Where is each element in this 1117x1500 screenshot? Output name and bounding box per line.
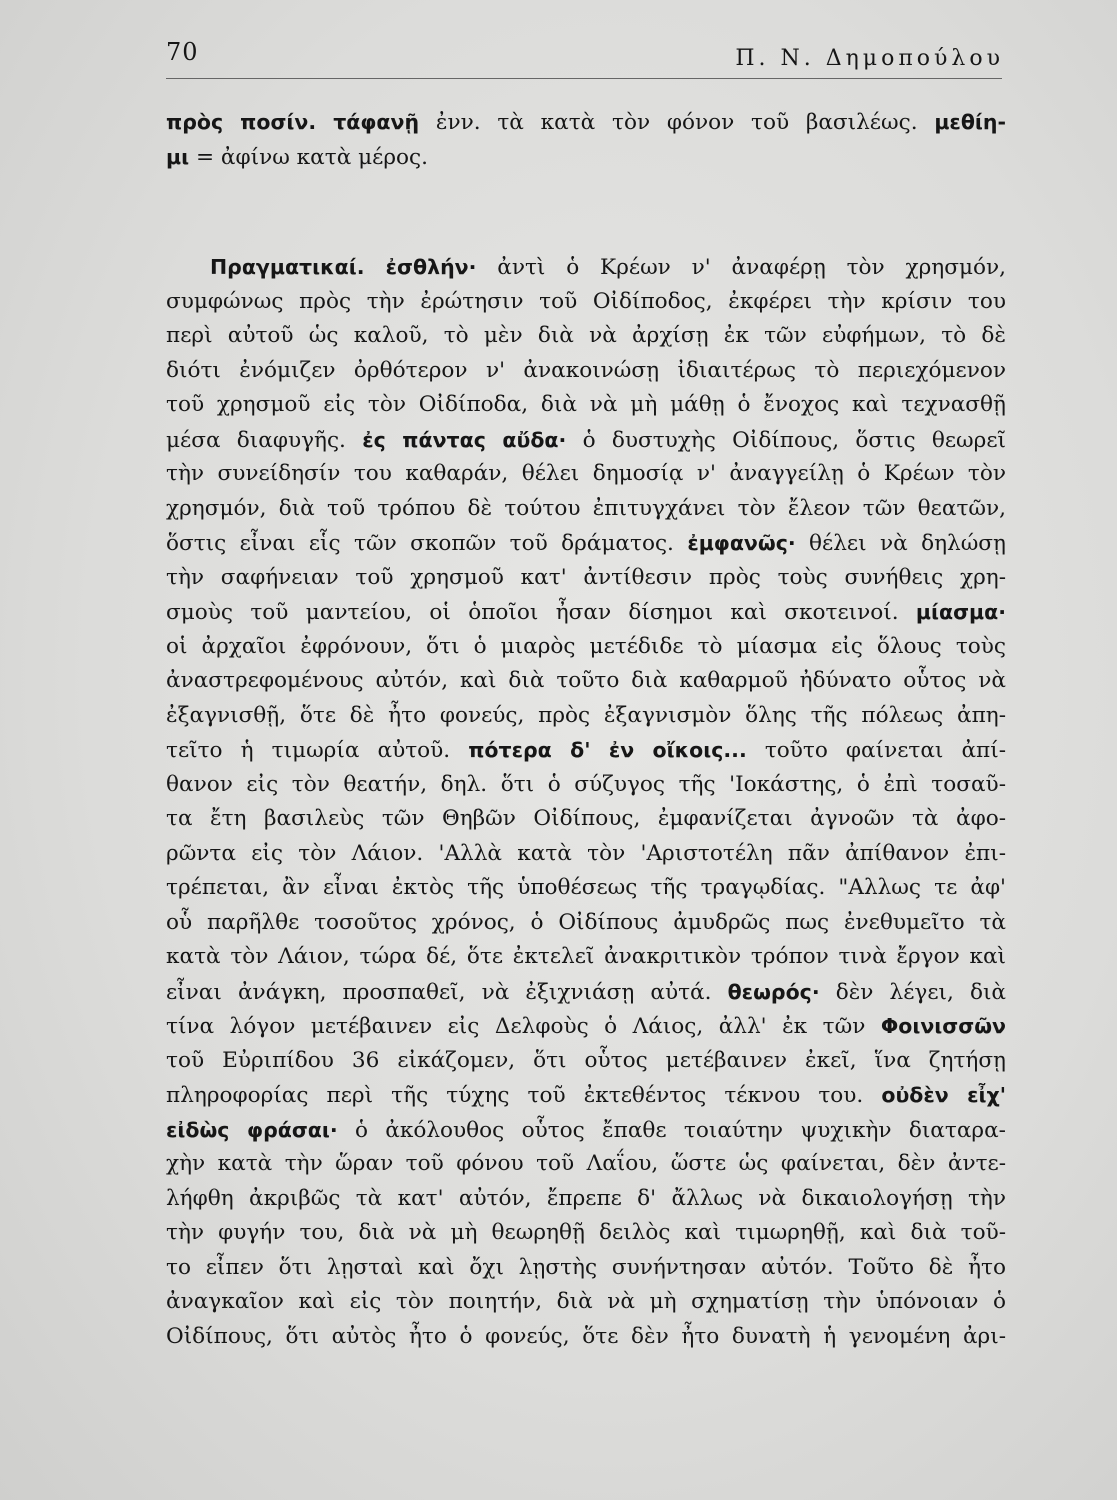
- text-line: χὴν κατὰ τὴν ὥραν τοῦ φόνου τοῦ Λαΐου, ὥστε ὡς φαίνεται, δὲν ἀντε-: [166, 1151, 1006, 1176]
- text-line: ἐξαγνισθῇ, ὅτε δὲ ἦτο φονεύς, πρὸς ἐξαγνισμὸν ὅλης τῆς πόλεως ἀπη-: [166, 702, 1006, 728]
- text-line: ὅστις εἶναι εἷς τῶν σκοπῶν τοῦ δράματος. ἐμφανῶς· θέλει νὰ δηλώσῃ: [166, 531, 1006, 556]
- text-line: συμφώνως πρὸς τὴν ἐρώτησιν τοῦ Οἰδίποδος, ἐκφέρει τὴν κρίσιν του: [166, 288, 1006, 314]
- text-line: μέσα διαφυγῆς. ἐς πάντας αὔδα· ὁ δυστυχὴς Οἰδίπους, ὅστις θεωρεῖ: [166, 427, 1006, 453]
- text-line: ρῶντα εἰς τὸν Λάιον. 'Αλλὰ κατὰ τὸν 'Αριστοτέλη πᾶν ἀπίθανον ἐπι-: [166, 840, 1006, 866]
- text-line: τοῦ χρησμοῦ εἰς τὸν Οἰδίποδα, διὰ νὰ μὴ μάθῃ ὁ ἔνοχος καὶ τεχνασθῇ: [166, 392, 1006, 417]
- page-header: [166, 38, 1004, 78]
- text-line: τὴν συνείδησίν του καθαράν, θέλει δημοσίᾳ ν' ἀναγγείλῃ ὁ Κρέων τὸν: [166, 461, 1006, 486]
- text-line: λήφθη ἀκριβῶς τὰ κατ' αὐτόν, ἔπρεπε δ' ἄλλως νὰ δικαιολογήσῃ τὴν: [166, 1185, 1006, 1211]
- text-line: εἰδὼς φράσαι· ὁ ἀκόλουθος οὗτος ἔπαθε τοιαύτην ψυχικὴν διαταρα-: [166, 1117, 1006, 1143]
- text-line: ἀναστρεφομένους αὐτόν, καὶ διὰ τοῦτο διὰ καθαρμοῦ ἠδύνατο οὗτος νὰ: [166, 668, 1006, 693]
- header-rule: [166, 78, 1002, 79]
- text-line: μι = ἀφίνω κατὰ μέρος.: [166, 144, 429, 170]
- text-line: πληροφορίας περὶ τῆς τύχης τοῦ ἐκτεθέντος τέκνου του. οὐδὲν εἶχ': [166, 1083, 1007, 1108]
- text-line: πρὸς ποσίν. τάφανῇ ἐνν. τὰ κατὰ τὸν φόνον τοῦ βασιλέως. μεθίη-: [166, 110, 1006, 135]
- running-title: Π. Ν. Δημοπούλου: [735, 46, 1004, 71]
- text-line: οὗ παρῆλθε τοσοῦτος χρόνος, ὁ Οἰδίπους ἀμυδρῶς πως ἐνεθυμεῖτο τὰ: [166, 909, 1006, 935]
- text-line: τα ἔτη βασιλεὺς τῶν Θηβῶν Οἰδίπους, ἐμφανίζεται ἀγνοῶν τὰ ἀφο-: [166, 806, 1006, 831]
- text-line: τίνα λόγον μετέβαινεν εἰς Δελφοὺς ὁ Λάιος, ἀλλ' ἐκ τῶν Φοινισσῶν: [166, 1014, 1006, 1039]
- text-line: θανον εἰς τὸν θεατήν, δηλ. ὅτι ὁ σύζυγος τῆς 'Ιοκάστης, ὁ ἐπὶ τοσαῦ-: [166, 771, 1006, 797]
- text-line: εἶναι ἀνάγκη, προσπαθεῖ, νὰ ἐξιχνιάσῃ αὐτά. θεωρός· δὲν λέγει, διὰ: [166, 979, 1006, 1005]
- text-line: ἀναγκαῖον καὶ εἰς τὸν ποιητήν, διὰ νὰ μὴ σχηματίσῃ τὴν ὑπόνοιαν ὁ: [166, 1289, 1006, 1314]
- body-text: [166, 105, 1006, 1354]
- text-line: περὶ αὐτοῦ ὡς καλοῦ, τὸ μὲν διὰ νὰ ἀρχίσῃ ἐκ τῶν εὐφήμων, τὸ δὲ: [166, 323, 1006, 348]
- text-line: Πραγματικαί. ἐσθλήν· ἀντὶ ὁ Κρέων ν' ἀναφέρῃ τὸν χρησμόν,: [210, 255, 1006, 280]
- text-line: τὴν φυγήν του, διὰ νὰ μὴ θεωρηθῇ δειλὸς καὶ τιμωρηθῇ, καὶ διὰ τοῦ-: [166, 1220, 1006, 1245]
- text-line: το εἶπεν ὅτι λῃσταὶ καὶ ὄχι λῃστὴς συνήντησαν αὐτόν. Τοῦτο δὲ ἦτο: [166, 1254, 1006, 1280]
- page-number: 70: [166, 38, 199, 66]
- paragraph-gap: [166, 174, 1006, 250]
- text-line: Οἰδίπους, ὅτι αὐτὸς ἦτο ὁ φονεύς, ὅτε δὲν ἦτο δυνατὴ ἡ γενομένη ἀρι-: [166, 1323, 1006, 1349]
- text-line: τρέπεται, ἂν εἶναι ἐκτὸς τῆς ὑποθέσεως τῆς τραγῳδίας. "Αλλως τε ἀφ': [166, 875, 1006, 900]
- text-line: τοῦ Εὐριπίδου 36 εἰκάζομεν, ὅτι οὗτος μετέβαινεν ἐκεῖ, ἵνα ζητήσῃ: [166, 1047, 1006, 1073]
- text-line: χρησμόν, διὰ τοῦ τρόπου δὲ τούτου ἐπιτυγχάνει τὸν ἔλεον τῶν θεατῶν,: [166, 495, 1006, 521]
- text-line: οἱ ἀρχαῖοι ἐφρόνουν, ὅτι ὁ μιαρὸς μετέδιδε τὸ μίασμα εἰς ὅλους τοὺς: [166, 633, 1006, 659]
- text-line: σμοὺς τοῦ μαντείου, οἱ ὁποῖοι ἦσαν δίσημοι καὶ σκοτεινοί. μίασμα·: [166, 600, 1006, 625]
- text-line: διότι ἐνόμιζεν ὀρθότερον ν' ἀνακοινώσῃ ἰδιαιτέρως τὸ περιεχόμενον: [166, 357, 1006, 383]
- text-line: κατὰ τὸν Λάιον, τώρα δέ, ὅτε ἐκτελεῖ ἀνακριτικὸν τρόπον τινὰ ἔργον καὶ: [166, 944, 1006, 969]
- text-line: τὴν σαφήνειαν τοῦ χρησμοῦ κατ' ἀντίθεσιν πρὸς τοὺς συνήθεις χρη-: [166, 564, 1006, 590]
- text-line: τεῖτο ἡ τιμωρία αὐτοῦ. πότερα δ' ἐν οἴκοις... τοῦτο φαίνεται ἀπί-: [166, 738, 1007, 763]
